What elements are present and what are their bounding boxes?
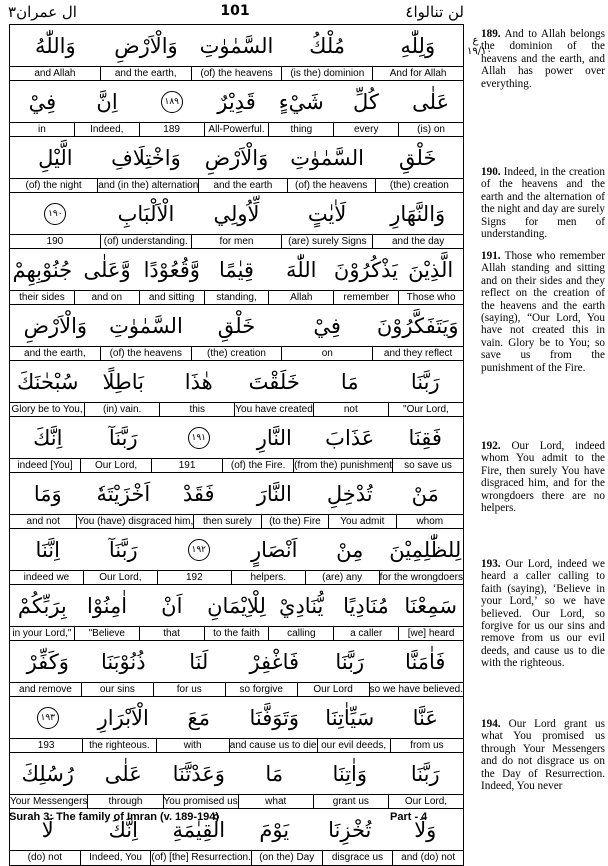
arabic-word: وَاٰتِنَا xyxy=(332,761,368,786)
arabic-word: رَبَّنَا xyxy=(410,369,440,394)
arabic-word: مَنْ xyxy=(411,481,439,506)
verse-row xyxy=(10,305,463,361)
english-gloss-line xyxy=(10,515,463,529)
arabic-word: اللّٰهَ xyxy=(285,257,317,282)
english-gloss: every xyxy=(333,123,398,136)
english-gloss: remember xyxy=(333,291,398,304)
english-gloss: Our Lord, xyxy=(83,571,157,584)
arabic-word: وَالنَّهَارِ xyxy=(390,201,446,226)
arabic-word: سَمِعْنَا xyxy=(404,593,457,618)
arabic-word: فِيْ xyxy=(28,89,57,114)
english-gloss: Glory be to You, xyxy=(11,404,83,415)
english-gloss-line xyxy=(10,291,463,305)
english-gloss: from us xyxy=(390,739,463,752)
ayah-end-marker xyxy=(10,193,101,234)
arabic-word: وَاخْتِلَافِ xyxy=(111,145,181,170)
english-gloss-line xyxy=(10,67,463,81)
page-header xyxy=(0,0,608,24)
arabic-word: خَلْقِ xyxy=(398,145,437,170)
english-gloss: for the wrongdoers xyxy=(379,572,463,583)
english-gloss: You admit xyxy=(328,515,395,528)
verse-row xyxy=(10,529,463,585)
arabic-word: اِنَّكَ xyxy=(33,425,63,450)
verse-row xyxy=(10,753,463,809)
english-gloss-line xyxy=(10,347,463,361)
arabic-word: هٰذَا xyxy=(184,369,213,394)
ayah-end-marker xyxy=(10,697,86,738)
translation-190: 190. Indeed, in the creation of the heavens and the earth and the alternation of the night and day are surely Signs for men of understanding. xyxy=(481,166,605,241)
arabic-line xyxy=(10,417,463,459)
arabic-word: رَبَّنَا xyxy=(335,649,365,674)
footer-part: Part - 4 xyxy=(390,811,428,823)
arabic-line xyxy=(10,753,463,795)
arabic-word: اَنْ xyxy=(161,593,183,618)
arabic-word: لِلْاِيْمَانِ xyxy=(207,593,266,618)
arabic-word: مُنَادِيًا xyxy=(343,593,389,618)
arabic-word: مِنْ xyxy=(336,537,364,562)
english-gloss: what xyxy=(238,795,313,808)
english-gloss: (to the) Fire xyxy=(261,515,328,528)
arabic-word: النَّارِ xyxy=(256,425,292,450)
arabic-word: السَّمٰوٰتِ xyxy=(109,313,183,338)
english-gloss: to the faith xyxy=(204,627,269,640)
english-gloss: and not xyxy=(26,516,60,527)
english-gloss-line xyxy=(10,123,463,137)
translation-192: 192. Our Lord, indeed whom You admit to the Fire, then surely You have disgraced him, and for the wrongdoers there are no helpers. xyxy=(481,440,606,515)
english-gloss: Our Lord, xyxy=(80,459,151,472)
english-gloss-line xyxy=(10,179,463,193)
english-gloss: and the day xyxy=(372,235,463,248)
ruku-marker: ع ١٩/١٠ xyxy=(467,35,492,57)
english-gloss: (the) creation xyxy=(191,347,282,360)
english-gloss: Allah xyxy=(268,291,333,304)
english-gloss: All-Powerful. xyxy=(204,123,269,136)
arabic-word: فَاٰمَنَّا xyxy=(405,649,446,674)
english-gloss: helpers. xyxy=(231,571,305,584)
english-gloss: You have created xyxy=(235,404,313,415)
english-gloss: the righteous. xyxy=(82,739,155,752)
translation-194: 194. Our Lord grant us what You promised us through Your Messengers and do not disgrace us on the Day of Resurrection. Indeed, You never xyxy=(481,718,605,793)
english-gloss: and the earth, xyxy=(100,67,191,80)
english-gloss: Your Messengers xyxy=(9,796,88,807)
english-gloss-line xyxy=(10,571,463,585)
arabic-line xyxy=(10,193,463,235)
english-gloss: (of) the heavens xyxy=(100,347,191,360)
english-gloss-line xyxy=(10,851,463,865)
english-gloss: 193 xyxy=(37,740,55,751)
arabic-word: رَبَّنَا xyxy=(410,761,440,786)
arabic-word: الْاَبْرَارِ xyxy=(97,705,149,730)
arabic-word: السَّمٰوٰتِ xyxy=(290,145,364,170)
arabic-word: فَاغْفِرْ xyxy=(249,649,300,674)
english-gloss: Our Lord xyxy=(297,683,369,696)
arabic-word: الْاَلْبَابِ xyxy=(117,201,175,226)
english-gloss: disgrace us xyxy=(322,851,393,865)
ayah-end-marker xyxy=(161,529,237,570)
english-gloss: in your Lord," xyxy=(12,628,72,639)
english-gloss: Our Lord, xyxy=(388,795,463,808)
arabic-line xyxy=(10,305,463,347)
english-gloss: [we] heard xyxy=(398,627,463,640)
arabic-word: اٰمِنُوْا xyxy=(87,593,128,618)
english-gloss: "Believe xyxy=(74,627,139,640)
verse-row xyxy=(10,585,463,641)
arabic-word: فِيْ xyxy=(313,313,341,338)
arabic-line xyxy=(10,585,463,627)
arabic-word: رَبَّنَآ xyxy=(108,425,138,450)
word-by-word-grid xyxy=(9,24,464,866)
english-gloss: and (do) not xyxy=(392,851,463,865)
english-gloss: for men xyxy=(191,235,282,248)
arabic-word: لَا xyxy=(41,817,54,842)
english-gloss-line xyxy=(10,739,463,753)
arabic-word: مَا xyxy=(265,761,284,786)
arabic-word: وَتَوَفَّنَا xyxy=(249,705,300,730)
arabic-word: السَّمٰوٰتِ xyxy=(199,33,274,58)
verse-row xyxy=(10,361,463,417)
arabic-word: لَاٰيٰتٍ xyxy=(307,201,347,226)
arabic-word: وَمَا xyxy=(33,481,62,506)
english-gloss: standing, xyxy=(204,291,269,304)
english-gloss: then surely xyxy=(193,515,260,528)
english-gloss-line xyxy=(10,795,463,809)
english-gloss: and cause us to die xyxy=(229,740,317,751)
arabic-word: وَعَدْتَّنَا xyxy=(172,761,225,786)
english-gloss-line xyxy=(10,459,463,473)
english-gloss: with xyxy=(156,739,229,752)
arabic-word: يَذْكُرُوْنَ xyxy=(333,257,398,282)
english-gloss: You promised us xyxy=(163,796,238,807)
arabic-word: وَالْاَرْضِ xyxy=(114,33,178,58)
arabic-word: عَلٰى xyxy=(104,761,142,786)
english-gloss: our sins xyxy=(81,683,153,696)
english-gloss: (from the) punishment xyxy=(294,460,392,471)
verse-row xyxy=(10,137,463,193)
english-gloss: (of) the night xyxy=(25,180,82,191)
english-gloss: for us xyxy=(153,683,225,696)
arabic-word: ذُنُوْبَنَا xyxy=(100,649,146,674)
surah-name-arabic: ال عمران٣ xyxy=(8,3,77,21)
arabic-word: سُبْحٰنَكَ xyxy=(16,369,79,394)
english-gloss-line xyxy=(10,235,463,249)
arabic-word: وَيَتَفَكَّرُوْنَ xyxy=(376,313,459,338)
english-gloss: this xyxy=(159,403,234,416)
english-gloss: their sides xyxy=(19,292,65,303)
arabic-word: النَّارَ xyxy=(256,481,292,506)
arabic-word: عَذَابَ xyxy=(325,425,375,450)
footer-surah-reference: Surah 3: The family of Imran (v. 189-194) xyxy=(9,811,220,823)
english-gloss: (are) any xyxy=(305,571,379,584)
arabic-word: وَّعَلٰى xyxy=(83,257,131,282)
english-gloss: (is the) dominion xyxy=(281,67,372,80)
arabic-word: خَلْقِ xyxy=(217,313,256,338)
arabic-word: قَدِيْرٌ xyxy=(217,89,256,114)
arabic-word: وَالْاَرْضِ xyxy=(23,313,88,338)
arabic-word: رَبَّنَآ xyxy=(108,537,138,562)
ayah-end-marker xyxy=(139,81,204,122)
arabic-word: اِنَّكَ xyxy=(108,817,138,842)
english-gloss: and the earth, xyxy=(24,348,86,359)
verse-row xyxy=(10,249,463,305)
ayah-number: ١٩٣ xyxy=(37,707,59,729)
arabic-word: تُدْخِلِ xyxy=(326,481,373,506)
english-gloss: (of) the heavens xyxy=(287,179,375,192)
arabic-line xyxy=(10,641,463,683)
arabic-word: اِنَّ xyxy=(96,89,118,114)
english-gloss: (on the) Day xyxy=(251,851,322,865)
english-gloss: and sitting xyxy=(139,291,204,304)
english-gloss: so forgive xyxy=(225,683,297,696)
verse-row xyxy=(10,25,463,81)
arabic-line xyxy=(10,81,463,123)
ayah-end-marker xyxy=(161,417,237,458)
arabic-line xyxy=(10,249,463,291)
english-gloss: Indeed, xyxy=(74,123,139,136)
english-gloss: Indeed, You xyxy=(80,851,151,865)
arabic-word: قِيٰمًا xyxy=(219,257,254,282)
english-gloss: "Our Lord, xyxy=(388,403,463,416)
english-gloss: 192 xyxy=(157,571,231,584)
english-gloss: (of) [the] Resurrection. xyxy=(151,852,251,863)
translation-189: 189. And to Allah belongs the dominion of the heavens and the earth, and Allah has power over everything. xyxy=(481,28,605,90)
arabic-word: اَخْزَيْتَهٗ xyxy=(96,481,151,506)
verse-row xyxy=(10,81,463,137)
verse-row xyxy=(10,697,463,753)
english-gloss: and the earth xyxy=(198,179,286,192)
english-gloss: that xyxy=(139,627,204,640)
english-gloss: indeed [You] xyxy=(17,460,73,471)
arabic-word: الْقِيٰمَةِ xyxy=(172,817,226,842)
english-gloss: (the) creation xyxy=(375,179,463,192)
ayah-number: ١٩٠ xyxy=(44,203,66,225)
english-gloss: 191 xyxy=(151,459,222,472)
english-gloss: (is) on xyxy=(398,123,463,136)
english-gloss: through xyxy=(87,795,162,808)
english-gloss: indeed we xyxy=(23,572,70,583)
arabic-word: رُسُلِكَ xyxy=(21,761,74,786)
arabic-word: عَنَّا xyxy=(412,705,438,730)
english-gloss-line xyxy=(10,627,463,641)
arabic-word: اَنْصَارٍ xyxy=(251,537,298,562)
arabic-word: وَلَا xyxy=(414,817,437,842)
english-gloss: (of) the heavens xyxy=(191,67,282,80)
english-gloss: whom xyxy=(396,515,463,528)
english-gloss: calling xyxy=(268,627,333,640)
english-gloss: (of) the Fire. xyxy=(222,459,293,472)
verse-row xyxy=(10,193,463,249)
arabic-line xyxy=(10,473,463,515)
arabic-word: سَيِّاٰتِنَا xyxy=(325,705,375,730)
english-gloss: (do) not xyxy=(27,852,63,863)
english-gloss: (of) understanding. xyxy=(100,235,191,248)
english-gloss-line xyxy=(10,683,463,697)
arabic-word: لِّاُولِي xyxy=(213,201,260,226)
arabic-word: الَّذِيْنَ xyxy=(408,257,454,282)
arabic-word: اِنَّنَا xyxy=(35,537,60,562)
page-number: 101 xyxy=(220,3,250,19)
arabic-word: بَاطِلًا xyxy=(102,369,144,394)
english-gloss: 189 xyxy=(139,123,204,136)
part-name-arabic: لن تنالوا٤ xyxy=(405,3,464,21)
english-gloss: (are) surely Signs xyxy=(281,235,372,248)
arabic-word: شَيْءٍ xyxy=(278,89,324,114)
english-gloss: Those who xyxy=(398,291,463,304)
arabic-word: جُنُوْبِهِمْ xyxy=(12,257,73,282)
arabic-word: خَلَقْتَ xyxy=(248,369,300,394)
english-gloss: and Allah xyxy=(34,68,76,79)
english-gloss: so save us xyxy=(392,459,463,472)
arabic-line xyxy=(10,529,463,571)
arabic-word: وَّقُعُوْدًا xyxy=(143,257,200,282)
arabic-word: الَّيْلِ xyxy=(38,145,73,170)
english-gloss: on xyxy=(281,347,372,360)
arabic-word: وَاللّٰهُ xyxy=(35,33,76,58)
translation-191: 191. Those who remember Allah standing and sitting and on their sides and they reflect on the creation of the heavens and the earth (saying), “Our Lord, You have not created this in vain. Glory be to You; so save us from the punishment of the Fire. xyxy=(481,250,605,374)
arabic-word: فَقِنَا xyxy=(408,425,442,450)
english-gloss: in xyxy=(38,124,46,135)
english-gloss: a caller xyxy=(333,627,398,640)
arabic-line xyxy=(10,25,463,67)
arabic-word: لِلظّٰلِمِيْنَ xyxy=(389,537,462,562)
english-gloss: (in) vain. xyxy=(84,403,159,416)
arabic-word: وَالْاَرْضِ xyxy=(204,145,269,170)
arabic-word: مَا xyxy=(340,369,359,394)
arabic-line xyxy=(10,697,463,739)
arabic-word: وَكَفِّرْ xyxy=(26,649,69,674)
arabic-word: وَلِلّٰهِ xyxy=(400,33,436,58)
arabic-word: تُخْزِنَا xyxy=(328,817,372,842)
ayah-number: ١٩١ xyxy=(188,427,210,449)
arabic-word: فَقَدْ xyxy=(182,481,215,506)
english-gloss: and (in the) alternation xyxy=(98,180,199,191)
ayah-number: ١٩٢ xyxy=(188,539,210,561)
arabic-word: كُلِّ xyxy=(352,89,379,114)
english-gloss-line xyxy=(10,403,463,417)
english-gloss: and on xyxy=(74,291,139,304)
english-gloss: so we have believed. xyxy=(369,684,463,695)
arabic-word: مَعَ xyxy=(187,705,210,730)
arabic-word: لَنَا xyxy=(189,649,209,674)
ayah-number: ١٨٩ xyxy=(161,91,183,113)
verse-row xyxy=(10,641,463,697)
english-gloss: grant us xyxy=(313,795,388,808)
english-gloss: and they reflect xyxy=(372,347,463,360)
translation-193: 193. Our Lord, indeed we heard a caller calling to faith (saying), ‘Believe in your Lord,’ so we have believed. Our Lord, so forgive for us our sins and remove from us our evil deeds, and cause us to die with the righteous. xyxy=(481,558,605,670)
verse-row xyxy=(10,417,463,473)
english-gloss: thing xyxy=(268,123,333,136)
english-gloss: 190 xyxy=(46,236,64,247)
arabic-line xyxy=(10,137,463,179)
english-gloss: our evil deeds, xyxy=(317,739,390,752)
page-footer xyxy=(0,808,608,828)
english-gloss: not xyxy=(313,403,388,416)
arabic-word: يُّنَادِيْ xyxy=(279,593,324,618)
english-gloss: And for Allah xyxy=(372,67,463,80)
arabic-word: بِرَبِّكُمْ xyxy=(17,593,67,618)
arabic-word: مُلْكُ xyxy=(309,33,346,58)
arabic-line xyxy=(10,361,463,403)
arabic-word: يَوْمَ xyxy=(259,817,290,842)
arabic-word: عَلٰى xyxy=(412,89,450,114)
english-gloss: and remove xyxy=(19,684,72,695)
verse-row xyxy=(10,473,463,529)
english-gloss: You (have) disgraced him, xyxy=(77,516,194,527)
